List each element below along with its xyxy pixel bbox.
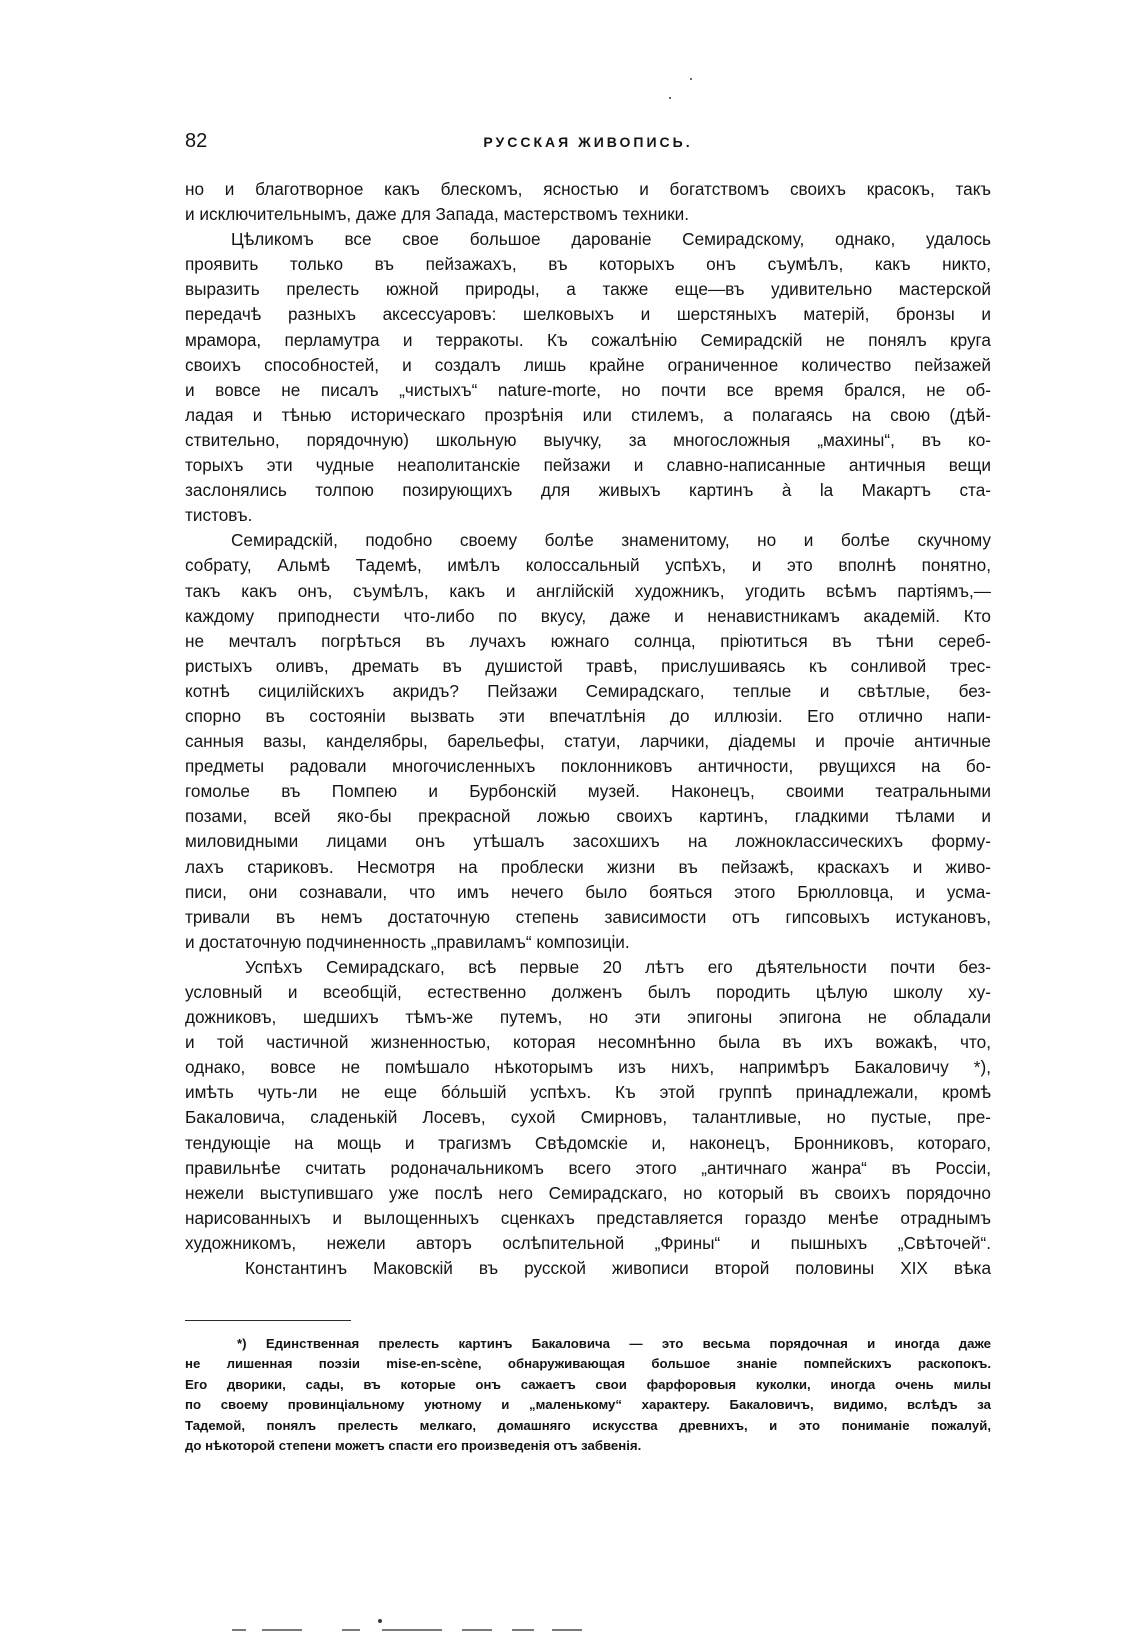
text-line: заслонялись толпою позирующихъ для живыхъ картинъ à la Макартъ ста-: [185, 480, 991, 501]
text-line: Семирадскій, подобно своему болѣе знаменитому, но и болѣе скучному: [231, 530, 991, 551]
page-header: [185, 130, 991, 160]
running-title: РУССКАЯ ЖИВОПИСЬ.: [483, 134, 693, 150]
print-speck: [378, 1619, 382, 1623]
footnote-line: Тадемой, понялъ прелесть мелкаго, домашняго искусства древнихъ, и это пониманіе пожалуй,: [185, 1417, 991, 1433]
text-line: своихъ способностей, и создалъ лишь крайне ограниченное количество пейзажей: [185, 354, 991, 375]
text-line: лахъ стариковъ. Несмотря на проблески жизни въ пейзажѣ, краскахъ и живо-: [185, 856, 991, 877]
text-line: ствительно, порядочную) школьную выучку, за многосложныя „махины“, въ ко-: [185, 429, 991, 450]
print-speck: [690, 78, 692, 80]
text-line: гомолье въ Помпею и Бурбонскій музей. Наконецъ, своими театральными: [185, 781, 991, 802]
text-line: Цѣликомъ все свое большое дарованіе Семирадскому, однако, удалось: [231, 229, 991, 250]
text-line: тистовъ.: [185, 505, 253, 526]
footnote-divider: [185, 1320, 351, 1321]
text-line: мрамора, перламутра и терракоты. Къ сожалѣнію Семирадскій не понялъ круга: [185, 329, 991, 350]
text-line: и вовсе не писалъ „чистыхъ“ nature-morte, но почти все время брался, не об-: [185, 379, 991, 400]
text-line: не мечталъ погрѣться въ лучахъ южнаго солнца, пріютиться въ тѣни сереб-: [185, 630, 991, 651]
main-text: [185, 177, 991, 1281]
footnote-line: Его дворики, сады, въ которые онъ сажаетъ свои фарфоровыя куколки, иногда очень милы: [185, 1376, 991, 1392]
footnote-line: не лишенная поэзіи mise-en-scène, обнаруживающая большое знаніе помпейскихъ раскопокъ.: [185, 1356, 991, 1372]
text-line: правильнѣе считать родоначальникомъ всего этого „античнаго жанра“ въ Россіи,: [185, 1157, 991, 1178]
text-line: тендующіе на мощь и трагизмъ Свѣдомскіе и, наконецъ, Бронниковъ, котораго,: [185, 1132, 991, 1153]
text-line: имѣть чуть-ли не еще бóльшій успѣхъ. Къ этой группѣ принадлежали, кромѣ: [185, 1082, 991, 1103]
footnote-line: до нѣкоторой степени можетъ спасти его произведенія отъ забвенія.: [185, 1437, 642, 1453]
text-line: но и благотворное какъ блескомъ, ясностью и богатствомъ своихъ красокъ, такъ: [185, 179, 991, 199]
text-line: каждому приподнести что-либо по вкусу, даже и ненавистникамъ академій. Кто: [185, 605, 991, 626]
text-line: передачѣ разныхъ аксессуаровъ: шелковыхъ и шерстяныхъ матерій, бронзы и: [185, 304, 991, 325]
footnote-line: *) Единственная прелесть картинъ Бакаловича — это весьма порядочная и иногда даже: [237, 1336, 991, 1351]
text-line: и той частичной жизненностью, которая несомнѣнно была въ ихъ вожакѣ, что,: [185, 1032, 991, 1053]
text-line: проявить только въ пейзажахъ, въ которыхъ онъ съумѣлъ, какъ никто,: [185, 254, 991, 275]
text-line: предметы радовали многочисленныхъ поклонниковъ античности, рвущихся на бо-: [185, 756, 991, 777]
text-line: санныя вазы, канделябры, барельефы, статуи, ларчики, діадемы и прочіе античные: [185, 731, 991, 752]
footnote-line: по своему провинціальному уютному и „маленькому“ характеру. Бакаловичъ, видимо, вслѣдъ за: [185, 1397, 991, 1413]
text-line: нежели выступившаго уже послѣ него Семирадскаго, но который въ своихъ порядочно: [185, 1182, 991, 1203]
text-line: художникомъ, нежели авторъ ослѣпительной „Фрины“ и пышныхъ „Свѣточей“.: [185, 1232, 991, 1253]
text-line: писи, они сознавали, что имъ нечего было бояться этого Брюлловца, и усма-: [185, 881, 991, 902]
text-line: ристыхъ оливъ, дремать въ душистой травѣ, прислушиваясь къ сонливой трес-: [185, 655, 991, 676]
text-line: ладая и тѣнью историческаго прозрѣнія или стилемъ, а полагаясь на свою (дѣй-: [185, 404, 991, 425]
text-line: дожниковъ, шедшихъ тѣмъ-же путемъ, но эти эпигоны эпигона не обладали: [185, 1007, 991, 1028]
text-line: выразить прелесть южной природы, а также еще—въ удивительно мастерской: [185, 279, 991, 300]
text-line: Бакаловича, сладенькій Лосевъ, сухой Смирновъ, талантливые, но пустые, пре-: [185, 1107, 991, 1128]
text-line: и исключительнымъ, даже для Запада, мастерствомъ техники.: [185, 204, 689, 225]
text-line: собрату, Альмѣ Тадемѣ, имѣлъ колоссальный успѣхъ, и это вполнѣ понятно,: [185, 555, 991, 576]
text-line: тривали въ немъ достаточную степень зависимости отъ гипсовыхъ истукановъ,: [185, 906, 991, 927]
text-line: Константинъ Маковскій въ русской живописи второй половины XIX вѣка: [245, 1258, 991, 1279]
text-line: спорно въ состояніи вызвать эти впечатлѣнія до иллюзіи. Его отлично напи-: [185, 705, 991, 726]
text-line: однако, вовсе не помѣшало нѣкоторымъ изъ нихъ, напримѣръ Бакаловичу *),: [185, 1057, 991, 1078]
text-line: и достаточную подчиненность „правиламъ“ композиціи.: [185, 931, 630, 952]
text-line: условный и всеобщій, естественно долженъ былъ породить цѣлую школу ху-: [185, 982, 991, 1002]
text-line: такъ какъ онъ, съумѣлъ, какъ и англійскій художникъ, угодить всѣмъ партіямъ,—: [185, 580, 991, 601]
text-line: позами, всей яко-бы прекрасной ложью своихъ картинъ, гладкими тѣлами и: [185, 806, 991, 827]
footnote: [185, 1334, 991, 1456]
text-line: котнѣ сицилійскихъ акридъ? Пейзажи Семирадскаго, теплые и свѣтлые, без-: [185, 680, 991, 701]
scan-artifact: [232, 1625, 592, 1635]
text-line: Успѣхъ Семирадскаго, всѣ первые 20 лѣтъ его дѣятельности почти без-: [245, 956, 991, 977]
text-line: торыхъ эти чудные неаполитанскіе пейзажи и славно-написанные античныя вещи: [185, 455, 991, 476]
text-line: нарисованныхъ и вылощенныхъ сценкахъ представляется гораздо менѣе отраднымъ: [185, 1207, 991, 1228]
page-number: 82: [185, 130, 208, 152]
text-line: миловидными лицами онъ утѣшалъ засохшихъ на ложноклассическихъ форму-: [185, 831, 991, 852]
print-speck: [669, 97, 671, 99]
